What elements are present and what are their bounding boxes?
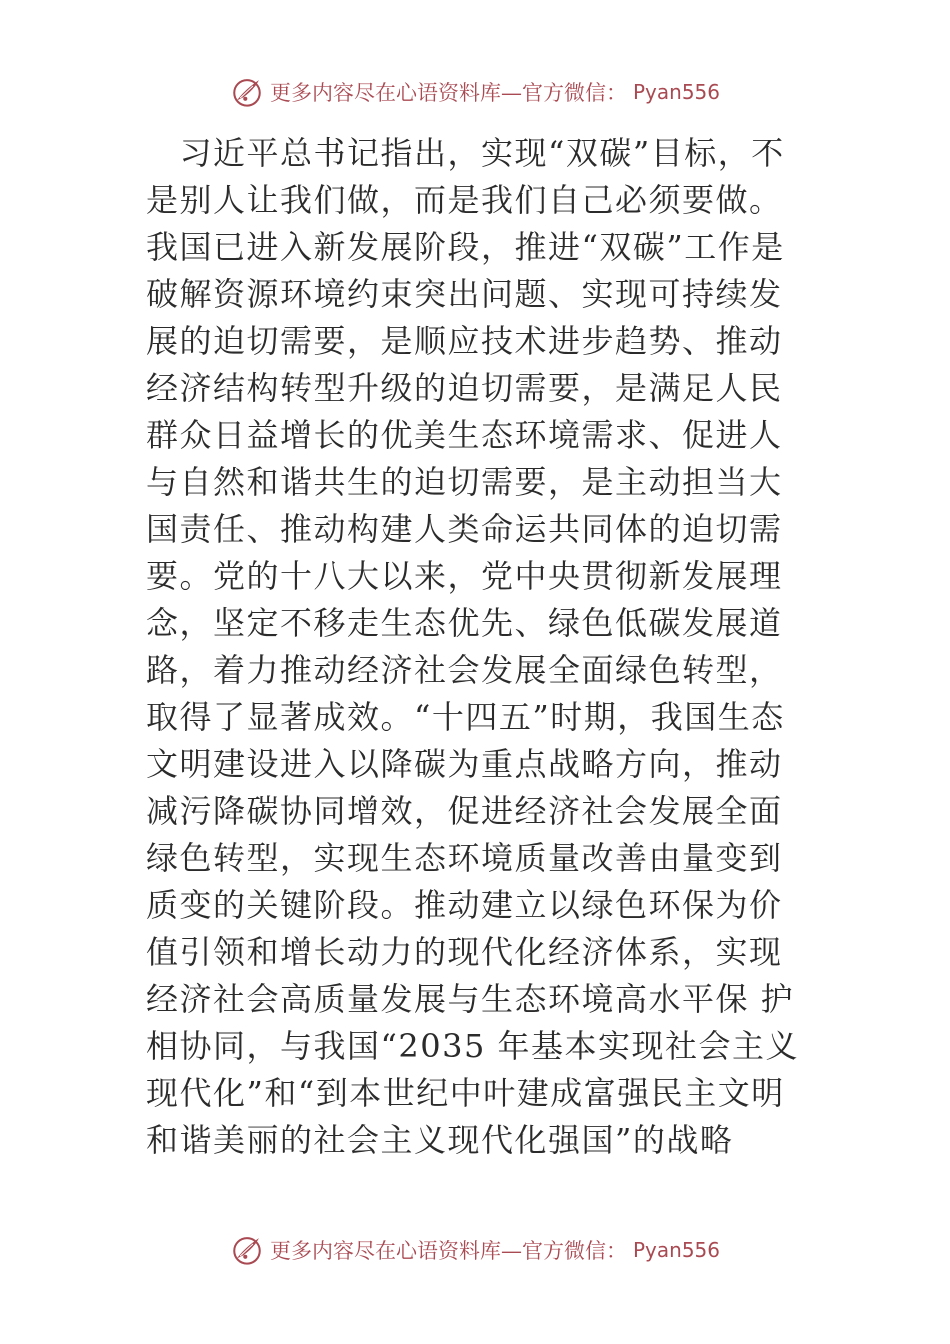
body-line: 取得了显著成效。“十四五”时期，我国生态 <box>146 698 785 736</box>
feather-seal-logo-icon <box>230 75 264 109</box>
body-line: 减污降碳协同增效，促进经济社会发展全面 <box>146 792 783 830</box>
body-line: 路，着力推动经济社会发展全面绿色转型， <box>146 651 783 689</box>
body-line: 现代化”和“到本世纪中叶建成富强民主文明 <box>146 1074 785 1112</box>
body-line: 破解资源环境约束突出问题、实现可持续发 <box>146 275 783 313</box>
body-line: 要。党的十八大以来，党中央贯彻新发展理 <box>146 557 783 595</box>
body-line: 相协同，与我国“2035 年基本实现社会主义 <box>146 1027 799 1065</box>
header-wechat-id: Pyan556 <box>632 80 720 104</box>
body-line: 我国已进入新发展阶段，推进“双碳”工作是 <box>146 228 785 266</box>
body-line: 和谐美丽的社会主义现代化强国”的战略 <box>146 1121 734 1159</box>
body-line: 经济社会高质量发展与生态环境高水平保 护 <box>146 980 795 1018</box>
header-banner-content <box>230 75 720 109</box>
body-line: 与自然和谐共生的迫切需要，是主动担当大 <box>146 463 783 501</box>
body-line: 值引领和增长动力的现代化经济体系，实现 <box>146 933 783 971</box>
body-line: 绿色转型，实现生态环境质量改善由量变到 <box>146 839 783 877</box>
body-line: 是别人让我们做，而是我们自己必须要做。 <box>146 181 783 219</box>
footer-banner-content <box>230 1233 720 1267</box>
footer-banner <box>0 1230 950 1270</box>
header-banner-text: 更多内容尽在心语资料库—官方微信： <box>269 81 627 105</box>
body-line: 国责任、推动构建人类命运共同体的迫切需 <box>146 510 783 548</box>
body-line: 经济结构转型升级的迫切需要，是满足人民 <box>146 369 783 407</box>
body-line: 群众日益增长的优美生态环境需求、促进人 <box>146 416 783 454</box>
header-banner <box>0 72 950 112</box>
body-line: 质变的关键阶段。推动建立以绿色环保为价 <box>146 886 783 924</box>
body-line: 习近平总书记指出，实现“双碳”目标，不 <box>146 134 785 172</box>
body-line: 展的迫切需要，是顺应技术进步趋势、推动 <box>146 322 783 360</box>
article-body <box>146 130 806 1164</box>
footer-wechat-id: Pyan556 <box>632 1238 720 1262</box>
body-line: 念，坚定不移走生态优先、绿色低碳发展道 <box>146 604 783 642</box>
body-line: 文明建设进入以降碳为重点战略方向，推动 <box>146 745 783 783</box>
feather-seal-logo-icon <box>230 1233 264 1267</box>
footer-banner-text: 更多内容尽在心语资料库—官方微信： <box>269 1239 627 1263</box>
